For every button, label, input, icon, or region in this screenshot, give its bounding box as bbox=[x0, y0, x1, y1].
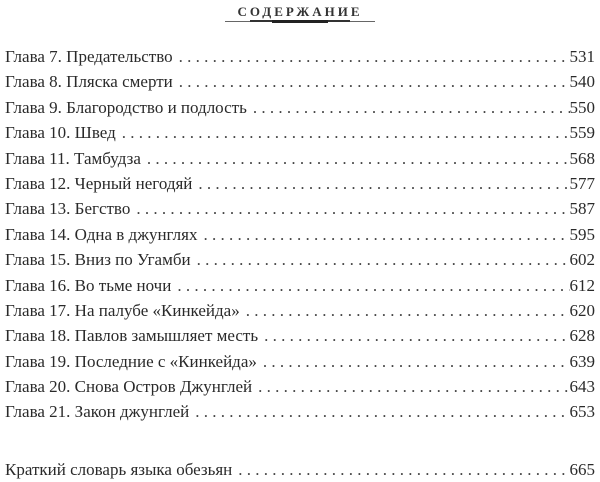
toc-entry-title: Глава 21. Закон джунглей bbox=[5, 402, 190, 422]
dot-leader bbox=[238, 457, 569, 482]
dot-leader bbox=[179, 44, 570, 69]
toc-entry-page: 653 bbox=[569, 402, 595, 422]
toc-entry[interactable] bbox=[5, 95, 595, 120]
dot-leader bbox=[122, 120, 570, 145]
dot-leader bbox=[195, 399, 569, 424]
toc-entry-title: Глава 20. Снова Остров Джунглей bbox=[5, 377, 253, 397]
toc-entry-page: 595 bbox=[569, 224, 595, 244]
toc-entry-title: Глава 10. Швед bbox=[5, 123, 116, 143]
toc-entry-page: 577 bbox=[569, 173, 595, 193]
toc-entry[interactable] bbox=[5, 323, 595, 348]
toc-entry[interactable] bbox=[5, 399, 595, 424]
heading-divider-center bbox=[272, 20, 328, 23]
dot-leader bbox=[147, 146, 570, 171]
toc-entry[interactable] bbox=[5, 196, 595, 221]
dot-leader bbox=[246, 298, 570, 323]
toc-entry-title: Глава 12. Черный негодяй bbox=[5, 173, 193, 193]
dot-leader bbox=[177, 273, 569, 298]
toc-entry-page: 639 bbox=[569, 351, 595, 371]
toc-entry[interactable] bbox=[5, 171, 595, 196]
toc-entry-title: Глава 19. Последние с «Кинкейда» bbox=[5, 351, 257, 371]
dot-leader bbox=[179, 69, 570, 94]
toc-entry[interactable] bbox=[5, 44, 595, 69]
dot-leader bbox=[258, 374, 569, 399]
toc-entry-page: 620 bbox=[569, 300, 595, 320]
toc-entry[interactable] bbox=[5, 69, 595, 94]
toc-entry-title: Глава 7. Предательство bbox=[5, 47, 173, 66]
dot-leader bbox=[203, 222, 569, 247]
toc-entry-title: Глава 14. Одна в джунглях bbox=[5, 224, 198, 244]
toc-entry-page: 612 bbox=[569, 275, 595, 295]
toc-entry[interactable] bbox=[5, 349, 595, 374]
toc-entry-page: 568 bbox=[569, 148, 595, 168]
toc-entry-title: Краткий словарь языка обезьян bbox=[5, 460, 233, 479]
toc-entry[interactable] bbox=[5, 273, 595, 298]
dot-leader bbox=[197, 247, 570, 272]
dot-leader bbox=[253, 95, 570, 120]
toc-entry[interactable] bbox=[5, 222, 595, 247]
toc-entry-page: 531 bbox=[569, 47, 595, 66]
toc-entry[interactable] bbox=[5, 247, 595, 272]
table-of-contents bbox=[5, 44, 595, 425]
toc-entry-title: Глава 11. Тамбудза bbox=[5, 148, 141, 168]
toc-entry[interactable] bbox=[5, 374, 595, 399]
toc-entry[interactable] bbox=[5, 120, 595, 145]
toc-entry-appendix[interactable] bbox=[5, 457, 595, 482]
toc-entry-page: 587 bbox=[569, 199, 595, 219]
dot-leader bbox=[264, 323, 569, 348]
toc-entry-title: Глава 9. Благородство и подлость bbox=[5, 97, 247, 117]
toc-entry-page: 550 bbox=[569, 97, 595, 117]
toc-entry-title: Глава 13. Бегство bbox=[5, 199, 131, 219]
dot-leader bbox=[263, 349, 570, 374]
toc-entry-title: Глава 15. Вниз по Угамби bbox=[5, 250, 191, 270]
toc-entry-page: 643 bbox=[569, 377, 595, 397]
dot-leader bbox=[198, 171, 569, 196]
page-heading: СОДЕРЖАНИЕ bbox=[237, 4, 363, 19]
toc-entry-title: Глава 17. На палубе «Кинкейда» bbox=[5, 300, 240, 320]
toc-entry-page: 540 bbox=[569, 72, 595, 92]
toc-entry-title: Глава 18. Павлов замышляет месть bbox=[5, 326, 259, 346]
dot-leader bbox=[136, 196, 569, 221]
toc-entry[interactable] bbox=[5, 146, 595, 171]
toc-entry-page: 559 bbox=[569, 123, 595, 143]
toc-entry-page: 665 bbox=[569, 460, 595, 479]
toc-entry-title: Глава 8. Пляска смерти bbox=[5, 72, 173, 92]
toc-entry[interactable] bbox=[5, 298, 595, 323]
appendix-section bbox=[5, 457, 595, 482]
toc-entry-page: 628 bbox=[569, 326, 595, 346]
toc-entry-page: 602 bbox=[569, 250, 595, 270]
toc-entry-title: Глава 16. Во тьме ночи bbox=[5, 275, 172, 295]
